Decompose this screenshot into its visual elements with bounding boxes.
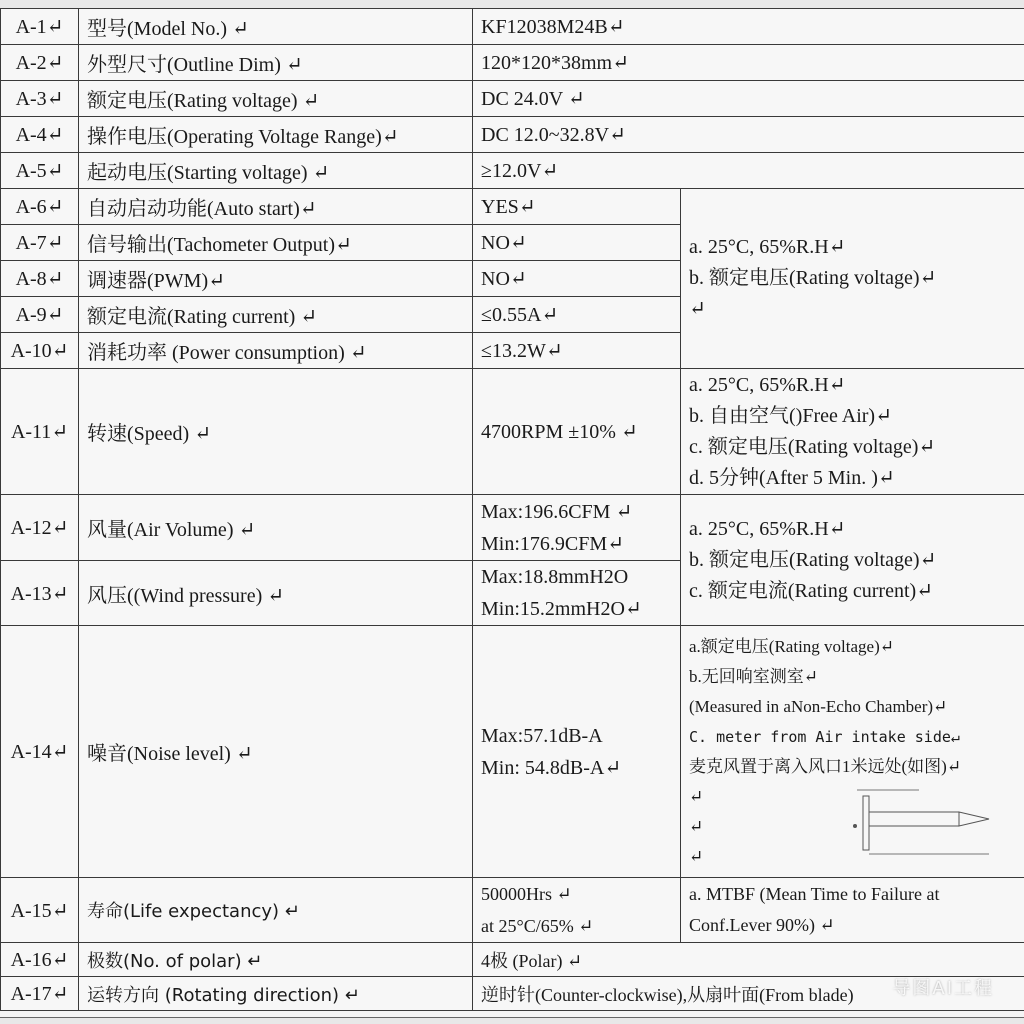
table-row — [1, 81, 1024, 117]
test-conditions — [681, 189, 1024, 369]
parameter-name: 寿命(Life expectancy) ↵ — [79, 878, 473, 943]
row-id: A-2↵ — [1, 45, 79, 81]
value-line: Max:196.6CFM ↵ — [481, 500, 633, 523]
condition-line: ↵ — [689, 846, 704, 866]
condition-line: b.无回响室测室↵ — [689, 666, 818, 686]
parameter-name: 转速(Speed) ↵ — [79, 369, 473, 495]
test-conditions — [681, 495, 1024, 626]
row-id: A-13↵ — [1, 561, 79, 626]
table-row — [1, 117, 1024, 153]
condition-line: C. meter from Air intake side↵ — [689, 727, 960, 746]
parameter-value — [473, 878, 681, 943]
parameter-value: ≥12.0V↵ — [473, 153, 1024, 189]
parameter-value: YES↵ — [473, 189, 681, 225]
condition-line: a. MTBF (Mean Time to Failure at — [689, 884, 940, 904]
condition-line: Conf.Lever 90%) ↵ — [689, 915, 835, 935]
parameter-value: 4极 (Polar) ↵ — [473, 943, 1024, 977]
parameter-value: 逆时针(Counter-clockwise),从扇叶面(From blade) — [473, 977, 1024, 1011]
condition-line: ↵ — [689, 298, 706, 320]
table-row — [1, 878, 1024, 943]
parameter-value: ≤0.55A↵ — [473, 297, 681, 333]
condition-line: d. 5分钟(After 5 Min. )↵ — [689, 466, 895, 489]
test-conditions — [681, 369, 1024, 495]
row-id: A-15↵ — [1, 878, 79, 943]
condition-line: c. 额定电压(Rating voltage)↵ — [689, 435, 936, 458]
condition-line: b. 额定电压(Rating voltage)↵ — [689, 548, 937, 571]
parameter-value: NO↵ — [473, 225, 681, 261]
condition-line: a.额定电压(Rating voltage)↵ — [689, 636, 894, 656]
table-row — [1, 369, 1024, 495]
condition-line: a. 25°C, 65%R.H↵ — [689, 373, 846, 396]
table-row — [1, 189, 1024, 225]
test-conditions — [681, 878, 1024, 943]
parameter-value — [473, 626, 681, 878]
condition-line: a. 25°C, 65%R.H↵ — [689, 517, 846, 540]
test-conditions — [681, 626, 1024, 878]
value-line: Min:176.9CFM↵ — [481, 532, 624, 555]
watermark: 导图AI工程 — [892, 978, 994, 999]
table-row — [1, 977, 1024, 1011]
parameter-name: 起动电压(Starting voltage) ↵ — [79, 153, 473, 189]
parameter-value: 120*120*38mm↵ — [473, 45, 1024, 81]
parameter-value: DC 24.0V ↵ — [473, 81, 1024, 117]
row-id: A-10↵ — [1, 333, 79, 369]
table-row — [1, 45, 1024, 81]
spec-table — [0, 8, 1024, 1011]
parameter-name: 消耗功率 (Power consumption) ↵ — [79, 333, 473, 369]
parameter-name: 调速器(PWM)↵ — [79, 261, 473, 297]
row-id: A-6↵ — [1, 189, 79, 225]
table-row — [1, 626, 1024, 878]
parameter-name: 运转方向 (Rotating direction) ↵ — [79, 977, 473, 1011]
condition-line: (Measured in aNon-Echo Chamber)↵ — [689, 696, 948, 716]
row-id: A-17↵ — [1, 977, 79, 1011]
value-line: Max:57.1dB-A — [481, 724, 603, 747]
parameter-name: 额定电压(Rating voltage) ↵ — [79, 81, 473, 117]
bottom-edge — [0, 1017, 1024, 1024]
microphone-setup-diagram-icon — [849, 782, 999, 862]
parameter-name: 信号输出(Tachometer Output)↵ — [79, 225, 473, 261]
row-id: A-7↵ — [1, 225, 79, 261]
condition-line: a. 25°C, 65%R.H↵ — [689, 236, 846, 258]
value-line: Min: 54.8dB-A↵ — [481, 756, 622, 779]
parameter-value: 4700RPM ±10% ↵ — [473, 369, 681, 495]
parameter-value: KF12038M24B↵ — [473, 9, 1024, 45]
row-id: A-1↵ — [1, 9, 79, 45]
condition-line: ↵ — [689, 816, 704, 836]
table-row — [1, 943, 1024, 977]
value-line: Max:18.8mmH2O — [481, 566, 629, 588]
table-row — [1, 9, 1024, 45]
condition-line: c. 额定电流(Rating current)↵ — [689, 579, 933, 602]
parameter-name: 风压((Wind pressure) ↵ — [79, 561, 473, 626]
table-row — [1, 495, 1024, 561]
condition-line: ↵ — [689, 786, 704, 806]
parameter-value: ≤13.2W↵ — [473, 333, 681, 369]
parameter-name: 风量(Air Volume) ↵ — [79, 495, 473, 561]
condition-line: 麦克风置于离入风口1米远处(如图)↵ — [689, 756, 962, 776]
parameter-name: 极数(No. of polar) ↵ — [79, 943, 473, 977]
parameter-name: 型号(Model No.) ↵ — [79, 9, 473, 45]
parameter-name: 外型尺寸(Outline Dim) ↵ — [79, 45, 473, 81]
parameter-value — [473, 495, 681, 561]
value-line: at 25°C/65% ↵ — [481, 916, 594, 936]
table-row — [1, 153, 1024, 189]
row-id: A-3↵ — [1, 81, 79, 117]
condition-line: b. 自由空气()Free Air)↵ — [689, 404, 892, 427]
row-id: A-11↵ — [1, 369, 79, 495]
parameter-name: 自动启动功能(Auto start)↵ — [79, 189, 473, 225]
row-id: A-14↵ — [1, 626, 79, 878]
parameter-name: 操作电压(Operating Voltage Range)↵ — [79, 117, 473, 153]
parameter-value — [473, 561, 681, 626]
parameter-name: 额定电流(Rating current) ↵ — [79, 297, 473, 333]
parameter-name: 噪音(Noise level) ↵ — [79, 626, 473, 878]
row-id: A-4↵ — [1, 117, 79, 153]
value-line: Min:15.2mmH2O↵ — [481, 598, 642, 620]
condition-line: b. 额定电压(Rating voltage)↵ — [689, 267, 937, 289]
row-id: A-9↵ — [1, 297, 79, 333]
value-line: 50000Hrs ↵ — [481, 884, 572, 904]
row-id: A-8↵ — [1, 261, 79, 297]
parameter-value: NO↵ — [473, 261, 681, 297]
row-id: A-5↵ — [1, 153, 79, 189]
parameter-value: DC 12.0~32.8V↵ — [473, 117, 1024, 153]
row-id: A-12↵ — [1, 495, 79, 561]
row-id: A-16↵ — [1, 943, 79, 977]
